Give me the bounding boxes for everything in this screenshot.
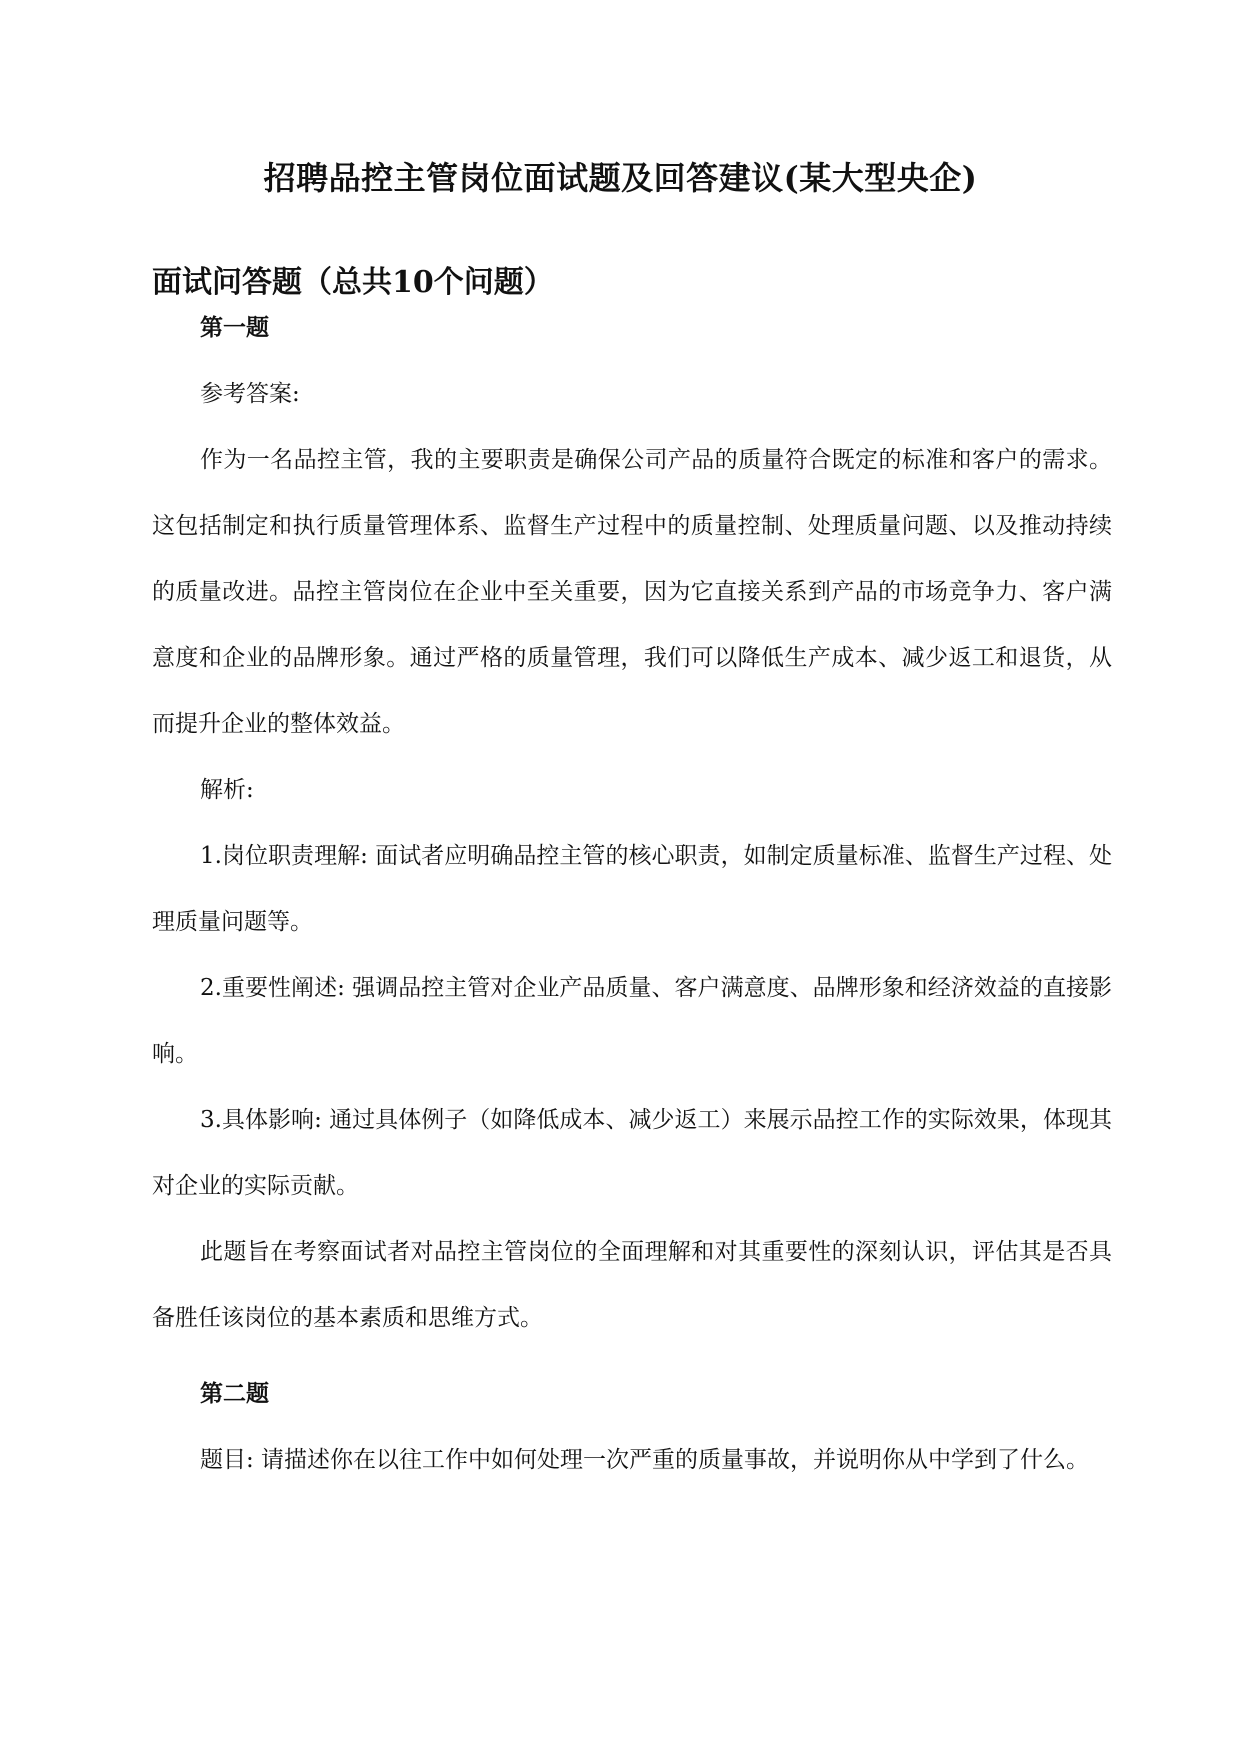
- question-1-answer-text: 作为一名品控主管，我的主要职责是确保公司产品的质量符合既定的标准和客户的需求。这包括制定和执行质量管理体系、监督生产过程中的质量控制、处理质量问题、以及推动持续的质量改进。品控主管岗位在企业中至关重要，因为它直接关系到产品的市场竞争力、客户满意度和企业的品牌形象。通过严格的质量管理，我们可以降低生产成本、减少返工和退货，从而提升企业的整体效益。: [152, 447, 1112, 737]
- question-1-block: [152, 295, 1112, 1351]
- question-1-analysis-point: 1.岗位职责理解: 面试者应明确品控主管的核心职责，如制定质量标准、监督生产过程、处理质量问题等。: [152, 843, 1112, 935]
- question-2-text: 题目: 请描述你在以往工作中如何处理一次严重的质量事故，并说明你从中学到了什么。: [200, 1447, 1090, 1473]
- question-1-analysis-point: 2.重要性阐述: 强调品控主管对企业产品质量、客户满意度、品牌形象和经济效益的直接影响。: [152, 975, 1112, 1067]
- document-title: 招聘品控主管岗位面试题及回答建议(某大型央企): [263, 159, 978, 197]
- question-1-analysis-point: 3.具体影响: 通过具体例子（如降低成本、减少返工）来展示品控工作的实际效果，体现其对企业的实际贡献。: [152, 1107, 1112, 1199]
- question-1-heading: 第一题: [200, 314, 269, 341]
- question-2-heading: 第二题: [200, 1380, 269, 1407]
- question-1-answer-label: 参考答案:: [200, 381, 300, 407]
- question-1-summary: 此题旨在考察面试者对品控主管岗位的全面理解和对其重要性的深刻认识，评估其是否具备胜任该岗位的基本素质和思维方式。: [152, 1239, 1112, 1331]
- question-1-analysis-label: 解析:: [200, 777, 254, 803]
- question-2-block: [152, 1361, 1112, 1493]
- section-heading: 面试问答题（总共10个问题）: [152, 265, 554, 300]
